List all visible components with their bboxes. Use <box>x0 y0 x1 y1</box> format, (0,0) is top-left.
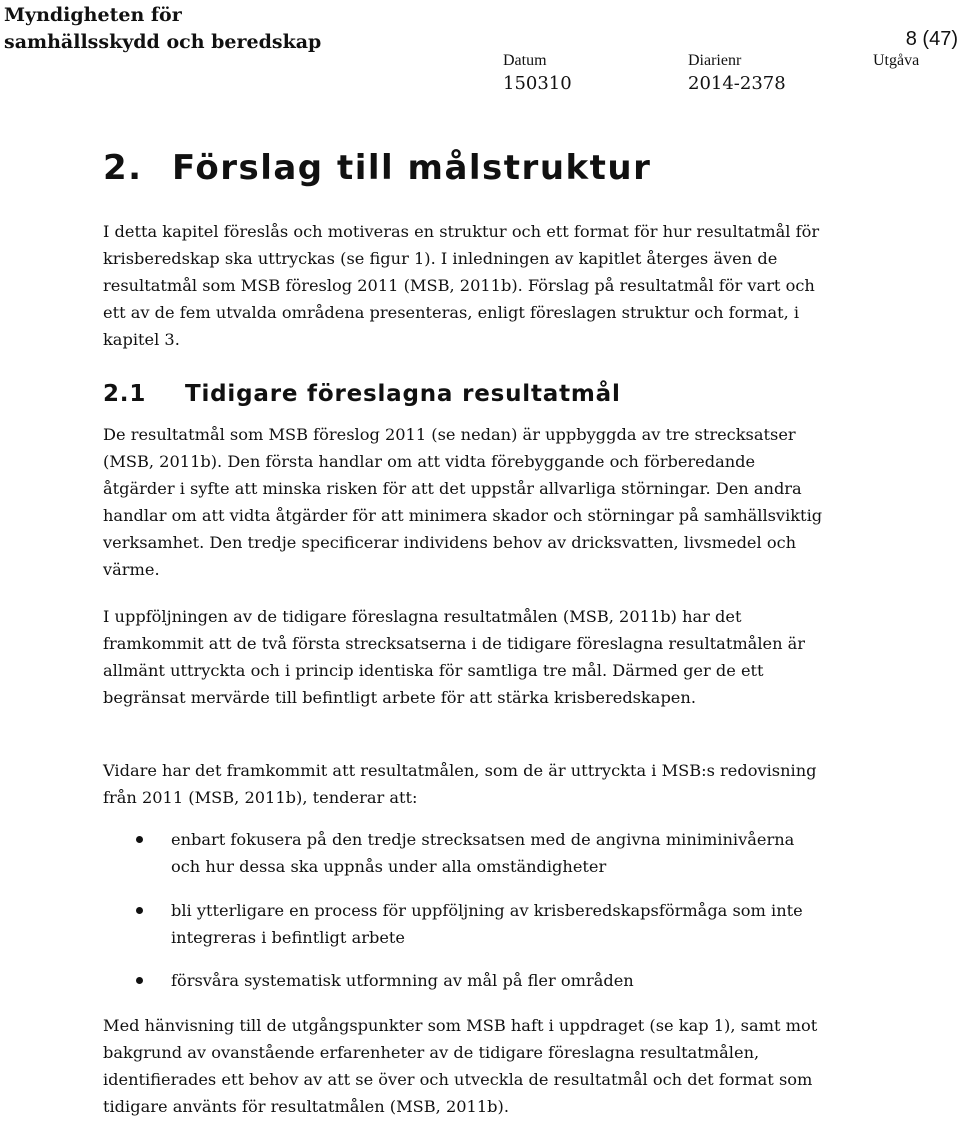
organization-name-line1: Myndigheten för <box>4 4 182 26</box>
bullet-item <box>103 826 823 880</box>
date-label: Datum <box>503 52 547 69</box>
bullet-dot-icon <box>136 977 143 984</box>
section-heading <box>103 374 621 414</box>
body-paragraph-1: De resultatmål som MSB föreslog 2011 (se nedan) är uppbyggda av tre strecksatser (MSB, 2011b). Den första handlar om att vidta förebyggande och förberedande åtgärder i syfte att minska risken för att det uppstår allvarliga störningar. Den andra handlar om att vidta åtgärder för att minimera skador och störningar på samhällsviktig verksamhet. Den tredje specificerar individens behov av dricksvatten, livsmedel och värme. <box>103 425 823 579</box>
bullet-item <box>103 897 823 951</box>
bullet-text: försvåra systematisk utformning av mål på fler områden <box>171 971 634 990</box>
page-number: 8 (47) <box>905 28 958 50</box>
bullet-item <box>103 967 823 994</box>
section-number: 2.1 <box>103 381 147 407</box>
diarienr-value: 2014-2378 <box>688 73 786 94</box>
section-title: Tidigare föreslagna resultatmål <box>185 381 621 407</box>
organization-name-line2: samhällsskydd och beredskap <box>4 31 322 53</box>
organization-name <box>4 2 321 56</box>
bullet-text: bli ytterligare en process för uppföljning av krisberedskapsförmåga som inte integreras i befintligt arbete <box>171 901 803 947</box>
body-paragraph-3: Vidare har det framkommit att resultatmålen, som de är uttryckta i MSB:s redovisning från 2011 (MSB, 2011b), tenderar att: <box>103 761 817 807</box>
bullet-dot-icon <box>136 836 143 843</box>
diarienr-label: Diarienr <box>688 52 742 69</box>
date-value: 150310 <box>503 73 572 94</box>
bullet-dot-icon <box>136 907 143 914</box>
bullet-text: enbart fokusera på den tredje strecksatsen med de angivna miniminivåerna och hur dessa ska uppnås under alla omständigheter <box>171 830 795 876</box>
chapter-title: Förslag till målstruktur <box>172 148 652 188</box>
utgava-label: Utgåva <box>873 52 920 69</box>
closing-paragraph: Med hänvisning till de utgångspunkter som MSB haft i uppdraget (se kap 1), samt mot bakgrund av ovanstående erfarenheter av de tidigare föreslagna resultatmålen, identifierades ett behov av att se över och utveckla de resultatmål och det format som tidigare använts för resultatmålen (MSB, 2011b). <box>103 1016 818 1116</box>
body-paragraph-2: I uppföljningen av de tidigare föreslagna resultatmålen (MSB, 2011b) har det framkommit att de två första strecksatserna i de tidigare föreslagna resultatmålen är allmänt uttryckta och i princip identiska för samtliga tre mål. Därmed ger de ett begränsat mervärde till befintligt arbete för att stärka krisberedskapen. <box>103 607 806 707</box>
chapter-heading <box>103 140 651 196</box>
chapter-number: 2. <box>103 148 143 188</box>
chapter-intro-paragraph: I detta kapitel föreslås och motiveras en struktur och ett format för hur resultatmål för krisberedskap ska uttryckas (se figur 1). I inledningen av kapitlet återges även de resultatmål som MSB föreslog 2011 (MSB, 2011b). Förslag på resultatmål för vart och ett av de fem utvalda områdena presenteras, enligt föreslagen struktur och format, i kapitel 3. <box>103 222 820 349</box>
